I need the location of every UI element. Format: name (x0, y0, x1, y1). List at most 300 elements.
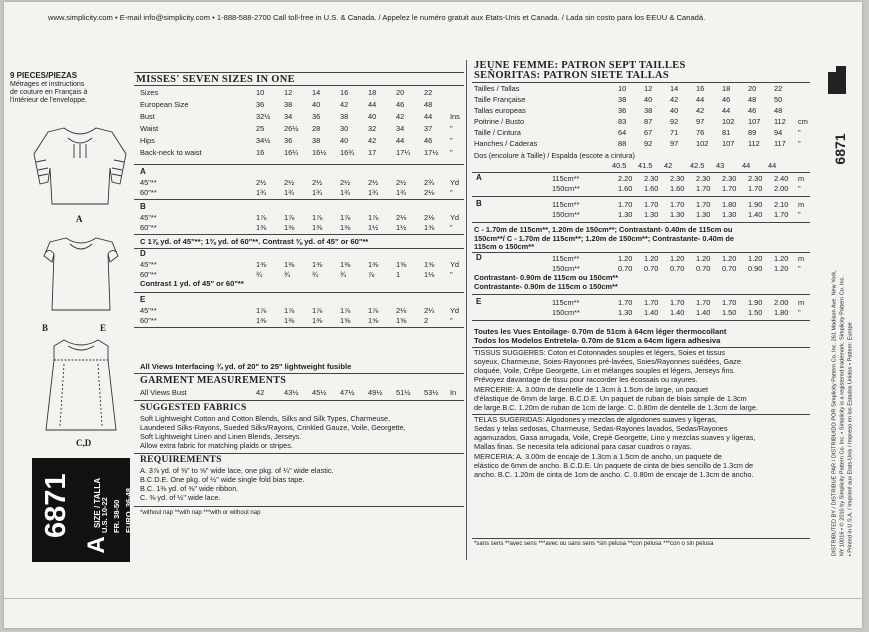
row-value: 2½ (368, 178, 379, 187)
row-label: 115cm** (552, 298, 580, 307)
row-value: 1⅞ (340, 306, 351, 315)
row-value: 42 (670, 95, 679, 104)
requirement-line: C. ⅜ yd. of ½" wide lace. (140, 492, 221, 502)
row-value: ¾ (312, 270, 319, 279)
yardage-row (472, 174, 810, 183)
yardage-row (134, 260, 464, 269)
row-label: 150cm** (552, 184, 580, 193)
view-d-contrast: Contrastant- 0.90m de 115cm ou 150cm** (474, 273, 619, 282)
row-unit: " (450, 136, 453, 145)
row-value: 0.70 (670, 264, 685, 273)
row-value: 97 (696, 117, 705, 126)
row-unit: " (450, 188, 453, 197)
yardage-row (472, 264, 810, 273)
row-value: 17½ (424, 148, 439, 157)
view-heading: E (476, 297, 482, 306)
row-value: 2½ (396, 178, 407, 187)
row-value: 1.40 (748, 210, 763, 219)
row-value: 0.70 (644, 264, 659, 273)
row-value: 46 (748, 106, 757, 115)
fabric-line: Soft Lightweight Linen and Linen Blends, Jerseys. (140, 431, 302, 441)
row-unit: " (798, 264, 801, 273)
row-value: 43½ (284, 388, 299, 397)
measurement-row (472, 106, 810, 115)
row-value: 1.60 (644, 184, 659, 193)
row-label: 150cm** (552, 264, 580, 273)
row-value: 1.30 (618, 210, 633, 219)
row-value: 16 (256, 148, 265, 157)
row-label: Waist (140, 124, 159, 133)
view-d-contrast: Contrastante- 0.90m de 115cm o 150cm** (474, 282, 618, 291)
view-b-drawing (44, 238, 118, 310)
row-value: 1.20 (774, 254, 789, 263)
row-value: 1⅞ (368, 213, 379, 222)
row-value: 16½ (312, 148, 327, 157)
view-cd-drawing (46, 340, 116, 430)
row-value: 1⅞ (312, 213, 323, 222)
row-value: 117 (774, 139, 786, 148)
row-value: 38 (644, 106, 653, 115)
row-value: 51½ (396, 388, 411, 397)
row-unit: m (798, 298, 805, 307)
row-value: 1.70 (722, 298, 737, 307)
mercerie-line: de large.B.C. 1.20m de ruban de 1cm de large. C. 0.80m de dentelle de 1.3cm de large. (474, 402, 758, 412)
merceria-text (474, 453, 753, 480)
row-value: 40 (644, 95, 653, 104)
legal-line-2: NY 10016 • © 2010 by Simplicity Pattern Co. Inc. • Simplicity is a registered trademark. Simplicity Pattern Co. Inc. (839, 276, 846, 557)
row-value: 42 (340, 100, 349, 109)
row-value: 1.80 (774, 308, 789, 317)
row-value: 2⅛ (424, 188, 435, 197)
row-value: 34 (284, 112, 293, 121)
row-label: Sizes (140, 88, 159, 97)
view-a-drawing (34, 128, 126, 204)
row-value: 1.20 (618, 254, 633, 263)
row-unit: In (450, 388, 457, 397)
row-value: 1.70 (696, 298, 711, 307)
yardage-row (134, 223, 464, 232)
row-unit: " (798, 308, 801, 317)
view-c-yardage (474, 226, 734, 252)
row-value: 94 (774, 128, 783, 137)
row-value: 42 (256, 388, 265, 397)
spanish-interfacing: Todos los Modelos Entretela- 0.70m de 51cm a 64cm ligera adhesiva (474, 336, 721, 345)
row-value: 0.70 (696, 264, 711, 273)
row-value: 112 (774, 117, 786, 126)
row-value: 2.20 (618, 174, 633, 183)
row-value: 36 (312, 112, 321, 121)
row-value: 40 (670, 106, 679, 115)
french-spanish-chart (472, 60, 812, 560)
row-value: 20 (748, 84, 757, 93)
row-label: All Views Bust (140, 388, 187, 397)
row-value: 1.30 (696, 210, 711, 219)
row-label: 45"** (140, 213, 157, 222)
row-value: 67 (644, 128, 653, 137)
row-unit: " (450, 223, 453, 232)
row-value: 1⅝ (396, 260, 407, 269)
legal-line-3: • Printed in U.S.A. / Imprimé aux Etats-Unis / Impreso en los Estados Unidos • Pattern: Europe (847, 322, 854, 557)
row-value: 107 (748, 117, 761, 126)
row-value: 1.40 (696, 308, 711, 317)
pattern-envelope-back (4, 2, 862, 628)
row-value: 2¼ (424, 306, 435, 315)
measurement-row (134, 148, 464, 157)
row-value: 102 (696, 139, 709, 148)
row-value: 48 (774, 106, 783, 115)
measurement-row (472, 84, 810, 93)
english-title: MISSES' SEVEN SIZES IN ONE (136, 74, 295, 85)
row-label: 150cm** (552, 210, 580, 219)
row-value: 10 (256, 88, 265, 97)
c-line: 150cm**/ C - 1.70m de 115cm**; 1.20m de 150cm**; Contrastante- 0.40m de (474, 233, 735, 243)
row-value: ⅞ (368, 270, 375, 279)
yardage-row (472, 254, 810, 263)
row-value: 2⅛ (396, 306, 407, 315)
row-value: ¾ (256, 270, 263, 279)
row-value: 1¾ (312, 188, 323, 197)
row-value: 1.70 (696, 184, 711, 193)
telas-line: Mallas finas. Se necesita tela adicional para casar cuadros o rayas. (474, 441, 692, 451)
row-value: 2½ (340, 178, 351, 187)
row-label: 45"** (140, 306, 157, 315)
measurement-row (472, 117, 810, 126)
row-value: 10 (618, 84, 627, 93)
row-value: 1¾ (340, 188, 351, 197)
row-value: 1.90 (748, 298, 763, 307)
row-value: 2 (424, 316, 429, 325)
row-value: 44 (722, 106, 731, 115)
row-value: 2.10 (774, 200, 789, 209)
fabric-line: Laundered Silks-Rayons, Sueded Silks/Rayons, Crinkled Gauze, Voile, Georgette, (140, 422, 406, 432)
row-value: 1 (396, 270, 401, 279)
contact-line: www.simplicity.com • E-mail info@simplicity.com • 1-888-588-2700 Call toll-free in U.S. & Canada. / Appelez le numéro gratuit aux Etats-Unis et Canada. / Lada sin costo para los EEUU & Canadá. (48, 13, 706, 22)
french-title: JEUNE FEMME: PATRON SEPT TAILLES (474, 60, 686, 71)
row-label: 45"** (140, 260, 157, 269)
row-value: 102 (722, 117, 735, 126)
row-value: 1⅜ (256, 223, 267, 232)
row-label: Taille / Cintura (474, 128, 521, 137)
row-value: 92 (670, 117, 679, 126)
c-line: C - 1.70m de 115cm**, 1.20m de 150cm**; Contrastant- 0.40m de 115cm ou (474, 225, 733, 234)
row-value: 18 (722, 84, 731, 93)
row-value: 1.50 (722, 308, 737, 317)
row-value: 40 (312, 100, 321, 109)
row-value: 38 (312, 136, 321, 145)
row-value: ¾ (284, 270, 291, 279)
view-label-cd: C,D (76, 438, 92, 448)
row-value: 1.20 (722, 254, 737, 263)
row-value: 1.80 (722, 200, 737, 209)
row-value: 44 (768, 161, 777, 170)
view-d-contrast: Contrast 1 yd. of 45" or 60"** (140, 279, 244, 288)
row-value: 1⅜ (368, 260, 379, 269)
yardage-row (134, 178, 464, 187)
row-value: 92 (644, 139, 653, 148)
yardage-row (134, 188, 464, 197)
row-value: 30 (340, 124, 349, 133)
row-label: Hips (140, 136, 155, 145)
row-label: Hanches / Caderas (474, 139, 538, 148)
yardage-row (134, 316, 464, 325)
row-value: 1¾ (368, 188, 379, 197)
row-value: 1¾ (284, 188, 295, 197)
row-value: 1⅝ (424, 223, 435, 232)
row-value: 1⅜ (312, 316, 323, 325)
row-unit: " (450, 316, 453, 325)
row-unit: " (450, 270, 453, 279)
vertical-pattern-number: 6871 (832, 133, 848, 165)
row-value: 12 (284, 88, 293, 97)
french-footnote: *sans sens **avec sens ***avec ou sans sens *sin pelusa **con pelusa ***con o sin pelusa (474, 541, 714, 547)
telas-text (474, 416, 756, 452)
row-value: 1.70 (644, 298, 659, 307)
pattern-number: 6871 (40, 473, 72, 538)
row-value: 1.30 (644, 210, 659, 219)
row-value: 2¾ (424, 178, 435, 187)
row-unit: Yd (450, 178, 460, 187)
row-unit: Yd (450, 260, 460, 269)
row-value: 1.30 (670, 210, 685, 219)
yardage-row (472, 200, 810, 209)
row-value: 53½ (424, 388, 439, 397)
row-label: 115cm** (552, 174, 580, 183)
row-value: 2½ (312, 178, 323, 187)
row-value: 89 (748, 128, 757, 137)
french-note-1: Métrages et instructions (10, 80, 85, 88)
measurement-row (472, 95, 810, 104)
row-value: 28 (312, 124, 321, 133)
row-value: 49½ (368, 388, 383, 397)
yardage-row (472, 184, 810, 193)
row-value: 2.00 (774, 184, 789, 193)
row-value: 38 (618, 95, 627, 104)
row-value: 2⅛ (424, 213, 435, 222)
row-value: 1.50 (748, 308, 763, 317)
yardage-row (134, 270, 464, 279)
english-interfacing: All Views Interfacing ¾ yd. of 20" to 25" lightweight fusible (140, 362, 352, 371)
mercerie-line: d'élastique de 6mm de large. B.C.D.E. Un paquet de ruban de biais simple de 1.3cm (474, 393, 747, 403)
view-heading: D (476, 253, 482, 262)
row-value: 1.20 (748, 254, 763, 263)
size-fr: FR. 38-50 (112, 499, 121, 533)
row-value: 1⅝ (340, 316, 351, 325)
row-value: 44 (424, 112, 433, 121)
row-value: 25 (256, 124, 265, 133)
spanish-title: SEÑORITAS: PATRON SIETE TALLAS (474, 70, 670, 81)
requirement-line: B.C. 1⅜ yd. of ⅜" wide ribbon. (140, 483, 239, 493)
row-value: 107 (722, 139, 735, 148)
pieces-count: 9 PIECES/PIEZAS (10, 71, 78, 80)
row-value: 44 (368, 100, 377, 109)
row-value: 1⅞ (256, 306, 267, 315)
row-value: 1¾ (396, 188, 407, 197)
row-value: 2.30 (722, 174, 737, 183)
view-c-yardage: C 1⅞ yd. of 45"**; 1⅜ yd. of 60"**. Contrast ⅜ yd. of 45" or 60"** (140, 237, 369, 246)
row-value: 48 (424, 100, 433, 109)
suggested-fabrics-text (140, 415, 406, 451)
row-value: 42 (696, 106, 705, 115)
row-value: 18 (368, 88, 377, 97)
row-value: 1.40 (644, 308, 659, 317)
row-value: 76 (696, 128, 705, 137)
row-unit: " (450, 148, 453, 157)
row-unit: Ins (450, 112, 460, 121)
row-value: 2.30 (696, 174, 711, 183)
row-value: 26½ (284, 124, 299, 133)
row-value: 1⅜ (284, 223, 295, 232)
row-value: 42.5 (690, 161, 705, 170)
row-value: 1⅞ (284, 306, 295, 315)
row-value: 1.60 (670, 184, 685, 193)
row-label: Bust (140, 112, 155, 121)
row-value: 44 (396, 136, 405, 145)
row-unit: Yd (450, 306, 460, 315)
pattern-number-tab (32, 458, 133, 562)
view-label-a: A (76, 214, 83, 224)
row-value: 1.70 (696, 200, 711, 209)
measurement-row (134, 88, 464, 97)
row-value: 45½ (312, 388, 327, 397)
row-value: 1.70 (644, 200, 659, 209)
row-value: 83 (618, 117, 627, 126)
measurement-row (472, 128, 810, 137)
row-value: 50 (774, 95, 783, 104)
row-value: 48 (748, 95, 757, 104)
tissus-line: TISSUS SUGGERES: Coton et Cotonnades souples et légers, Soies et tissus (474, 348, 726, 357)
row-label: European Size (140, 100, 189, 109)
french-note-2: de couture en Français à (10, 89, 88, 96)
row-value: 1.30 (618, 308, 633, 317)
row-value: 2.30 (644, 174, 659, 183)
row-value: 87 (644, 117, 653, 126)
mercerie-text (474, 386, 758, 413)
vertical-number-box (820, 122, 860, 182)
tissus-text (474, 349, 741, 385)
row-value: 2.00 (774, 298, 789, 307)
row-value: 36 (618, 106, 627, 115)
row-value: 97 (670, 139, 679, 148)
row-value: 2.40 (774, 174, 789, 183)
row-value: 16 (340, 88, 349, 97)
row-unit: m (798, 200, 805, 209)
row-value: 1.70 (618, 200, 633, 209)
row-value: 1⅜ (284, 260, 295, 269)
row-value: 1.70 (618, 298, 633, 307)
row-value: 0.90 (748, 264, 763, 273)
row-value: 88 (618, 139, 627, 148)
row-value: 0.70 (618, 264, 633, 273)
row-value: 40.5 (612, 161, 627, 170)
yardage-row (134, 306, 464, 315)
row-label: Poitrine / Busto (474, 117, 525, 126)
row-value: 47½ (340, 388, 355, 397)
row-value: 1⅜ (284, 316, 295, 325)
row-value: 1¾ (256, 188, 267, 197)
suggested-fabrics-title: SUGGESTED FABRICS (140, 403, 247, 413)
row-value: 42 (396, 112, 405, 121)
view-label-e: E (100, 323, 107, 333)
row-value: 32 (368, 124, 377, 133)
row-value: 43 (716, 161, 725, 170)
row-value: 40 (340, 136, 349, 145)
row-value: 0.70 (722, 264, 737, 273)
row-label: Taille Française (474, 95, 526, 104)
size-euro: EURO. 36-48 (124, 487, 133, 533)
yardage-row (472, 308, 810, 317)
c-line: 115cm o 150cm** (474, 242, 534, 252)
measurement-row (472, 139, 810, 148)
row-value: 42 (368, 136, 377, 145)
row-value: 1⅜ (256, 316, 267, 325)
row-value: 16 (696, 84, 705, 93)
row-unit: " (798, 128, 801, 137)
row-value: 46 (396, 100, 405, 109)
technical-drawings (24, 114, 136, 444)
view-heading: B (140, 202, 146, 211)
requirements-title: REQUIREMENTS (140, 455, 222, 465)
row-value: 81 (722, 128, 731, 137)
tissus-line: soyeux, Charmeuse, Soies-Rayonnes pré-lavées, Soies/Rayonnes suédées, Gaze (474, 356, 741, 366)
row-value: 17 (368, 148, 377, 157)
row-value: 42 (664, 161, 673, 170)
row-value: 1⅞ (368, 306, 379, 315)
row-label: 115cm** (552, 200, 580, 209)
row-value: 2.30 (748, 174, 763, 183)
legal-line-1: DISTRIBUTED BY / DISTRIBUÉ PAR / DISTRIBUIDO POR Simplicity Pattern Co. Inc. 261 Madison Ave. New York, (831, 270, 838, 557)
tissus-line: Prévoyez davantage de tissu pour raccorder les écossais ou rayures. (474, 374, 698, 384)
row-label: 60"** (140, 270, 157, 279)
row-label: 45"** (140, 178, 157, 187)
row-value: 1⅜ (256, 260, 267, 269)
row-value: 1.20 (696, 254, 711, 263)
row-value: 32½ (256, 112, 271, 121)
row-value: 16¾ (340, 148, 355, 157)
row-value: 1.20 (774, 264, 789, 273)
row-unit: cm (798, 117, 808, 126)
row-value: 1⅞ (256, 213, 267, 222)
row-value: 37 (424, 124, 433, 133)
yardage-row (472, 210, 810, 219)
row-value: 1⅞ (312, 306, 323, 315)
yardage-row (472, 298, 810, 307)
row-value: 1⅜ (312, 260, 323, 269)
row-value: 1⅜ (340, 260, 351, 269)
row-unit: " (450, 124, 453, 133)
fabric-line: Allow extra fabric for matching plaids or stripes. (140, 440, 293, 450)
row-value: 1½ (396, 223, 407, 232)
size-letter: A (83, 536, 110, 554)
row-value: 1.70 (774, 210, 789, 219)
row-value: 14 (312, 88, 321, 97)
french-interfacing-1: Toutes les Vues Entoilage- 0.70m de 51cm à 64cm léger thermocollant (474, 327, 727, 336)
view-heading: E (140, 295, 146, 304)
row-label: 115cm** (552, 254, 580, 263)
measurement-row (134, 136, 464, 145)
row-value: 1½ (368, 223, 379, 232)
row-value: 1⅛ (424, 270, 435, 279)
view-label-b: B (42, 323, 49, 333)
row-value: 38 (284, 100, 293, 109)
row-unit: m (798, 254, 805, 263)
telas-line: TELAS SUGERIDAS: Algodones y mezclas de algodones suaves y ligeras, (474, 415, 717, 424)
row-value: 71 (670, 128, 679, 137)
french-note-3: l'intérieur de l'enveloppe. (10, 97, 87, 105)
row-unit: " (798, 184, 801, 193)
telas-line: agamuzados, Gasa arrugada, Voile, Crepé Georgette, Lino y mezclas suaves y ligeras, (474, 432, 756, 442)
view-heading: D (140, 249, 146, 258)
left-info (10, 72, 130, 106)
